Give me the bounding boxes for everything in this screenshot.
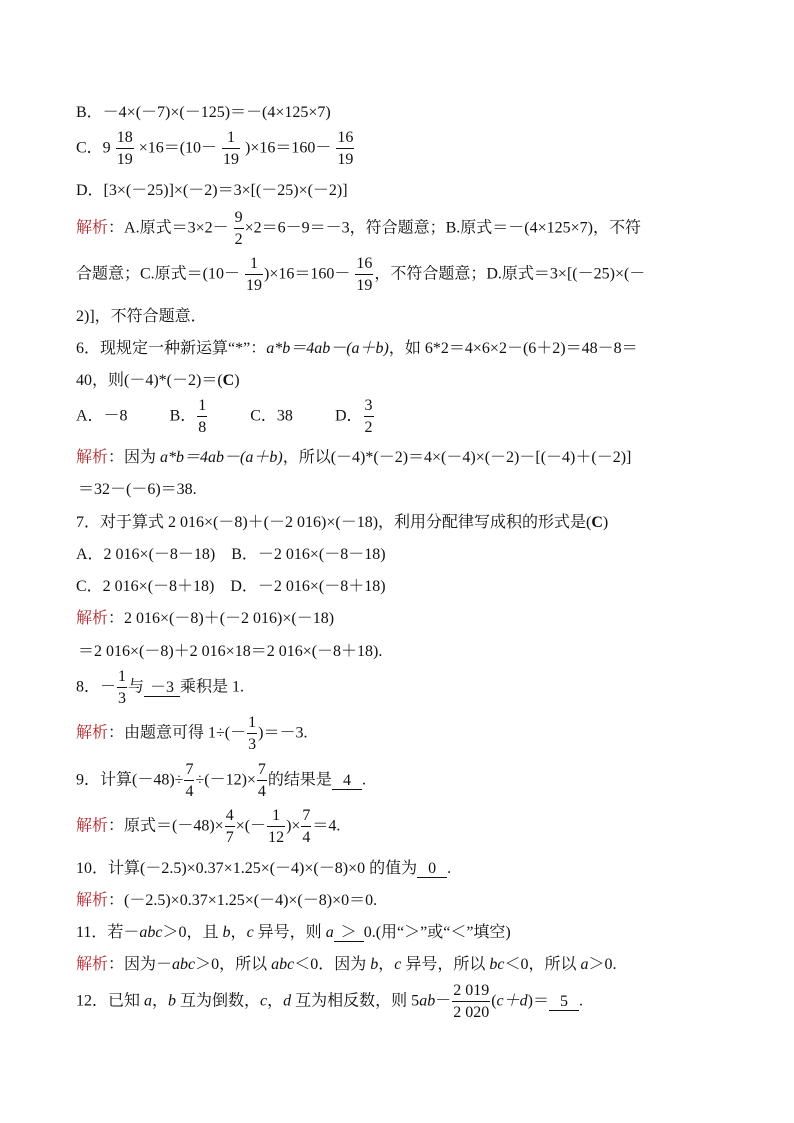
analysis-q7-line2 bbox=[78, 644, 382, 660]
text: ＝4. bbox=[312, 817, 341, 835]
text: ＞0，所以 bbox=[195, 956, 272, 973]
text: )×16＝160－ bbox=[264, 265, 351, 283]
analysis-label: 解析 bbox=[76, 817, 109, 835]
denominator: 3 bbox=[248, 736, 257, 753]
text: 互为相反数，则 5 bbox=[291, 992, 420, 1010]
question-8 bbox=[76, 669, 244, 707]
text: 乘积是 1. bbox=[180, 678, 245, 696]
var: b bbox=[370, 956, 379, 973]
denominator: 8 bbox=[198, 419, 207, 436]
text: ×16＝(10－ bbox=[138, 139, 218, 157]
numerator: 2 019 bbox=[452, 983, 490, 1002]
text: ， bbox=[152, 992, 169, 1010]
var: c＋d bbox=[496, 992, 528, 1010]
text: ，如 6*2＝4×6×2－(6＋2)＝48－8＝ bbox=[388, 340, 638, 357]
question-12 bbox=[76, 983, 583, 1021]
text: ，所以(－4)*(－2)＝4×(－4)×(－2)－[(－4)＋(－2)] bbox=[282, 449, 632, 466]
numerator: 16 bbox=[336, 130, 354, 149]
option-b: B． bbox=[169, 407, 197, 425]
text: 异号，则 bbox=[253, 924, 326, 941]
text: ：2 016×(－8)＋(－2 016)×(－18) bbox=[108, 610, 335, 627]
text: ：(－2.5)×0.37×1.25×(－4)×(－8)×0＝0. bbox=[108, 892, 378, 909]
text: ＞0. bbox=[588, 956, 617, 973]
text: ：由题意可得 1÷(－ bbox=[108, 724, 247, 742]
numerator: 7 bbox=[257, 762, 267, 781]
text: 与 bbox=[128, 678, 145, 696]
fraction bbox=[364, 398, 374, 436]
numerator: 7 bbox=[301, 808, 311, 827]
question-9 bbox=[76, 762, 366, 800]
var: a bbox=[325, 924, 334, 941]
numerator: 1 bbox=[117, 669, 127, 688]
analysis-q5-line1 bbox=[76, 210, 641, 248]
text: ＜0，所以 bbox=[504, 956, 581, 973]
text: ， bbox=[267, 992, 284, 1010]
analysis-q5-line3 bbox=[76, 309, 207, 325]
text: 12．已知 bbox=[76, 992, 145, 1010]
text: 11．若－ bbox=[76, 924, 140, 941]
numerator: 16 bbox=[355, 256, 373, 275]
text: ， bbox=[230, 924, 247, 941]
text: )× bbox=[286, 817, 301, 835]
numerator: 18 bbox=[116, 130, 134, 149]
var: b bbox=[222, 924, 231, 941]
analysis-q9 bbox=[76, 808, 340, 846]
text: ：原式＝(－48)× bbox=[108, 817, 224, 835]
answer-blank: 5 bbox=[549, 994, 579, 1011]
text: C．9 bbox=[76, 139, 111, 157]
text: 10．计算(－2.5)×0.37×1.25×(－4)×(－8)×0 的值为 bbox=[76, 860, 418, 877]
denominator: 2 bbox=[364, 419, 373, 436]
numerator: 1 bbox=[222, 130, 240, 149]
denominator: 19 bbox=[356, 277, 373, 294]
answer: C bbox=[222, 372, 235, 389]
numerator: 1 bbox=[245, 256, 263, 275]
answer-blank: 0 bbox=[417, 861, 447, 878]
var: abc bbox=[139, 924, 163, 941]
fraction bbox=[225, 808, 235, 846]
denominator: 2 bbox=[234, 231, 243, 248]
numerator: 3 bbox=[364, 398, 374, 417]
denominator: 19 bbox=[337, 151, 354, 168]
text: ，不符合题意；D.原式＝3×[(－25)×(－ bbox=[374, 265, 646, 283]
analysis-q8 bbox=[76, 715, 307, 753]
text: 互为倒数， bbox=[176, 992, 261, 1010]
text: )＝－3. bbox=[258, 724, 308, 742]
text: ×2＝6－9＝－3，符合题意；B.原式＝－(4×125×7)，不符 bbox=[244, 219, 642, 237]
text: ÷(－12)× bbox=[195, 771, 256, 789]
text: 0.(用“＞”或“＜”填空) bbox=[363, 924, 511, 941]
option-a: A．－8 bbox=[76, 407, 128, 425]
option-b-q5 bbox=[76, 105, 331, 121]
text: ＞0，且 bbox=[162, 924, 223, 941]
option-c: C．38 bbox=[250, 407, 293, 425]
text: )×16＝160－ bbox=[245, 139, 332, 157]
numerator: 9 bbox=[234, 210, 244, 229]
analysis-q5-line2 bbox=[76, 256, 645, 294]
denominator: 7 bbox=[225, 829, 234, 846]
question-6 bbox=[76, 341, 638, 357]
numerator: 1 bbox=[267, 808, 285, 827]
option-d-q5 bbox=[76, 183, 348, 199]
text: )＝ bbox=[527, 992, 549, 1010]
analysis-q11 bbox=[76, 957, 617, 973]
answer-blank: －3 bbox=[144, 680, 180, 697]
denominator: 19 bbox=[246, 277, 263, 294]
analysis-q6 bbox=[76, 450, 631, 466]
question-7-options-ab bbox=[76, 547, 386, 563]
var: b bbox=[168, 992, 177, 1010]
analysis-q6-line2 bbox=[78, 482, 197, 498]
analysis-label: 解析 bbox=[76, 956, 109, 973]
text: ：因为－ bbox=[108, 956, 173, 973]
fraction bbox=[301, 808, 311, 846]
var: abc bbox=[271, 956, 295, 973]
question-10 bbox=[76, 861, 451, 878]
option-d: D． bbox=[334, 407, 363, 425]
numerator: 1 bbox=[197, 398, 207, 417]
var: c bbox=[260, 992, 268, 1010]
text: ( bbox=[491, 992, 497, 1010]
denominator: 19 bbox=[116, 151, 133, 168]
denominator: 2 020 bbox=[453, 1004, 490, 1021]
text: C．2 016×(－8＋18) D．－2 016×(－8＋18) bbox=[76, 578, 386, 595]
text: . bbox=[361, 771, 366, 789]
text: ＜0．因为 bbox=[294, 956, 371, 973]
option-text: D．[3×(－25)]×(－2)＝3×[(－25)×(－2)] bbox=[76, 182, 348, 199]
answer: C bbox=[591, 514, 603, 531]
denominator: 4 bbox=[302, 829, 311, 846]
text: 6．现规定一种新运算“*”： bbox=[76, 340, 267, 357]
var: abc bbox=[172, 956, 196, 973]
denominator: 4 bbox=[185, 783, 194, 800]
fraction bbox=[247, 715, 257, 753]
answer-blank: 4 bbox=[332, 773, 362, 790]
fraction bbox=[116, 130, 134, 168]
analysis-q10 bbox=[76, 893, 377, 909]
option-c-q5 bbox=[76, 130, 355, 168]
fraction bbox=[336, 130, 354, 168]
formula: a*b＝4ab－(a＋b) bbox=[266, 340, 389, 357]
text: A．2 016×(－8－18) B．－2 016×(－8－18) bbox=[76, 546, 386, 563]
analysis-label: 解析 bbox=[76, 449, 109, 466]
text: 40，则(－4)*(－2)＝( bbox=[76, 372, 223, 389]
question-11 bbox=[76, 925, 511, 942]
text: 8．－ bbox=[76, 678, 117, 696]
text: ) bbox=[602, 514, 609, 531]
fraction bbox=[257, 762, 267, 800]
text: ×(－ bbox=[235, 817, 267, 835]
fraction bbox=[245, 256, 263, 294]
denominator: 12 bbox=[268, 829, 285, 846]
formula: a*b＝4ab－(a＋b) bbox=[160, 449, 283, 466]
text: ：因为 bbox=[108, 449, 161, 466]
text: 的结果是 bbox=[267, 771, 332, 789]
fraction bbox=[184, 762, 194, 800]
var: c bbox=[394, 956, 402, 973]
question-7-options-cd bbox=[76, 579, 386, 595]
var: ab bbox=[419, 992, 436, 1010]
analysis-label: 解析 bbox=[76, 892, 109, 909]
analysis-label: 解析 bbox=[76, 219, 109, 237]
fraction bbox=[355, 256, 373, 294]
analysis-q7 bbox=[76, 611, 334, 627]
fraction bbox=[267, 808, 285, 846]
question-6-options bbox=[76, 398, 375, 436]
var: bc bbox=[489, 956, 505, 973]
denominator: 3 bbox=[118, 690, 127, 707]
text: ) bbox=[234, 372, 240, 389]
text: . bbox=[578, 992, 583, 1010]
analysis-label: 解析 bbox=[76, 610, 109, 627]
var: a bbox=[580, 956, 589, 973]
var: c bbox=[246, 924, 254, 941]
numerator: 1 bbox=[247, 715, 257, 734]
numerator: 4 bbox=[225, 808, 235, 827]
fraction bbox=[222, 130, 240, 168]
text: ＝2 016×(－8)＋2 016×18＝2 016×(－8＋18). bbox=[78, 643, 383, 660]
var: d bbox=[283, 992, 292, 1010]
text: 7．对于算式 2 016×(－8)＋(－2 016)×(－18)，利用分配律写成积的形式是( bbox=[76, 514, 592, 531]
numerator: 7 bbox=[184, 762, 194, 781]
denominator: 19 bbox=[223, 151, 240, 168]
text: . bbox=[447, 860, 452, 877]
text: － bbox=[435, 992, 452, 1010]
answer-blank: ＞ bbox=[334, 925, 364, 942]
var: a bbox=[144, 992, 153, 1010]
fraction bbox=[452, 983, 490, 1021]
option-text: B．－4×(－7)×(－125)＝－(4×125×7) bbox=[76, 104, 331, 121]
text: 异号，所以 bbox=[401, 956, 490, 973]
text: 9．计算(－48)÷ bbox=[76, 771, 184, 789]
denominator: 4 bbox=[257, 783, 266, 800]
text: 2)]，不符合题意． bbox=[76, 308, 207, 325]
fraction bbox=[234, 210, 244, 248]
text: 合题意；C.原式＝(10－ bbox=[76, 265, 241, 283]
fraction bbox=[197, 398, 207, 436]
text: ：A.原式＝3×2－ bbox=[108, 219, 229, 237]
analysis-label: 解析 bbox=[76, 724, 109, 742]
question-6-line2 bbox=[76, 373, 240, 389]
text: ， bbox=[378, 956, 395, 973]
text: ＝32－(－6)＝38. bbox=[78, 481, 197, 498]
fraction bbox=[117, 669, 127, 707]
question-7 bbox=[76, 515, 608, 531]
